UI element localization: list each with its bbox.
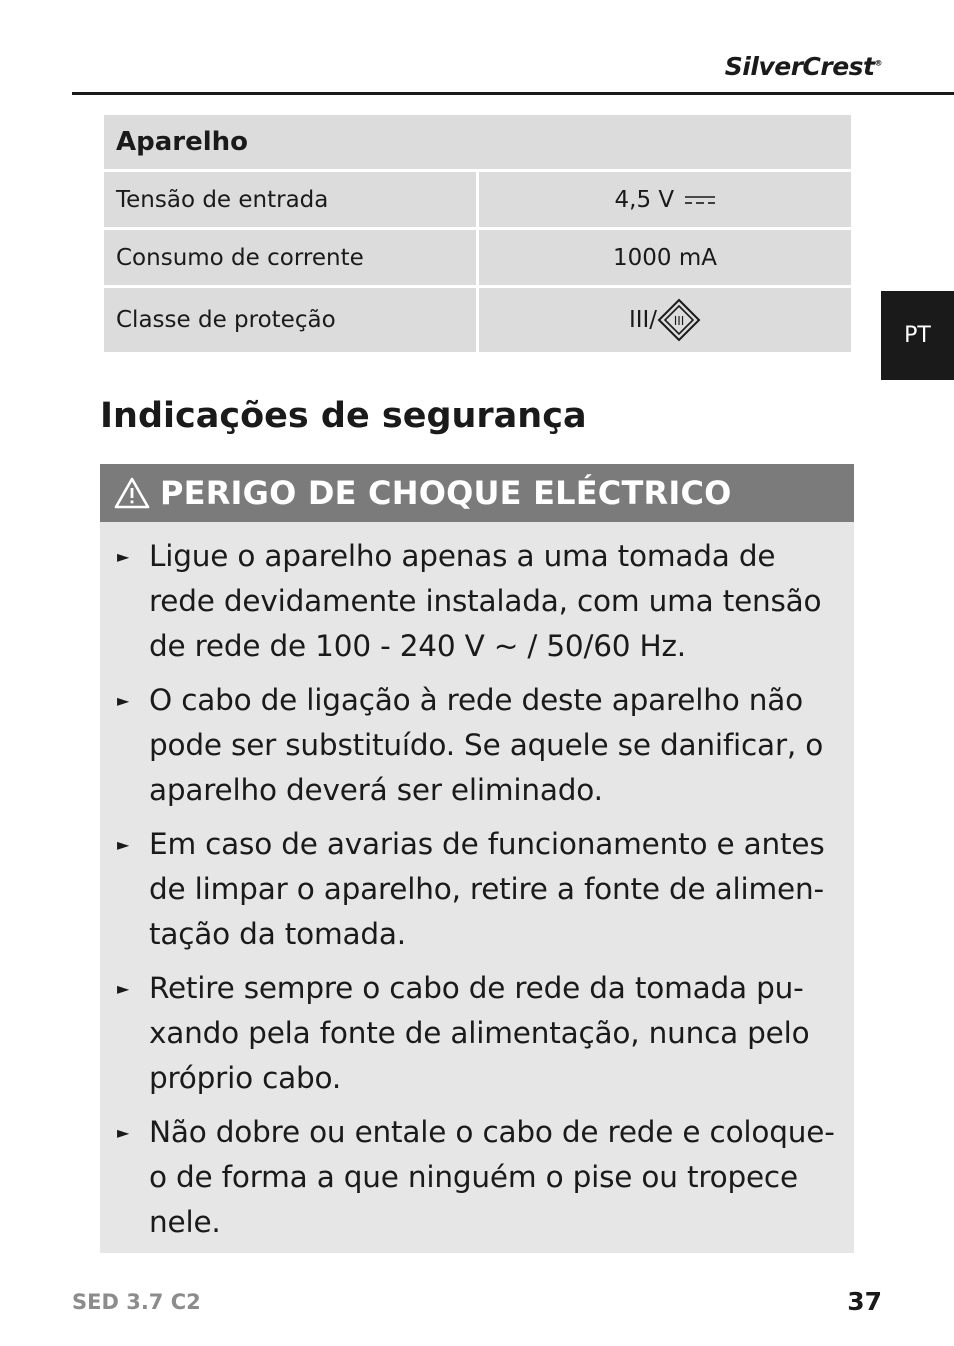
dc-current-icon — [685, 194, 715, 206]
warning-triangle-icon — [114, 477, 150, 509]
table-row — [103, 171, 853, 229]
warning-header — [100, 464, 854, 522]
warning-box — [100, 464, 854, 1253]
warning-list — [100, 522, 854, 1245]
bullet-arrow-icon: ► — [117, 1123, 130, 1142]
list-item: ► Não dobre ou entale o cabo de rede e coloque-o de forma a que ninguém o pise ou tropece nele. — [100, 1110, 854, 1245]
list-item: ► O cabo de ligação à rede deste aparelho não pode ser substituído. Se aquele se danificar, o aparelho deverá ser eliminado. — [100, 678, 854, 813]
bullet-arrow-icon: ► — [117, 691, 130, 710]
spec-label: Classe de proteção — [103, 287, 478, 354]
page-number: 37 — [847, 1287, 882, 1316]
spec-table-heading: Aparelho — [103, 114, 853, 171]
list-item: ► Ligue o aparelho apenas a uma tomada de rede devidamente instalada, com uma tensão de rede de 100 - 240 V ~ / 50/60 Hz. — [100, 534, 854, 669]
class-symbol-label: III — [673, 314, 685, 328]
spec-value: 1000 mA — [478, 229, 853, 287]
bullet-arrow-icon: ► — [117, 835, 130, 854]
header-rule — [72, 92, 954, 95]
spec-label: Consumo de corrente — [103, 229, 478, 287]
list-item: ► Retire sempre o cabo de rede da tomada pu-xando pela fonte de alimentação, nunca pelo próprio cabo. — [100, 966, 854, 1101]
spec-value: 4,5 V — [478, 171, 853, 229]
spec-label: Tensão de entrada — [103, 171, 478, 229]
spec-table — [101, 112, 854, 355]
warning-title: PERIGO DE CHOQUE ELÉCTRICO — [160, 474, 732, 512]
bullet-arrow-icon: ► — [117, 979, 130, 998]
brand-logo: SilverCrest® — [724, 52, 882, 81]
language-tab: PT — [881, 291, 954, 380]
table-row — [103, 287, 853, 354]
section-title: Indicações de segurança — [100, 396, 587, 436]
spec-value: III/ III — [478, 287, 853, 354]
bullet-arrow-icon: ► — [117, 547, 130, 566]
protection-class-iii-icon — [657, 298, 701, 342]
list-item: ► Em caso de avarias de funcionamento e antes de limpar o aparelho, retire a fonte de alimen-tação da tomada. — [100, 822, 854, 957]
footer-model: SED 3.7 C2 — [72, 1290, 201, 1314]
table-row — [103, 229, 853, 287]
